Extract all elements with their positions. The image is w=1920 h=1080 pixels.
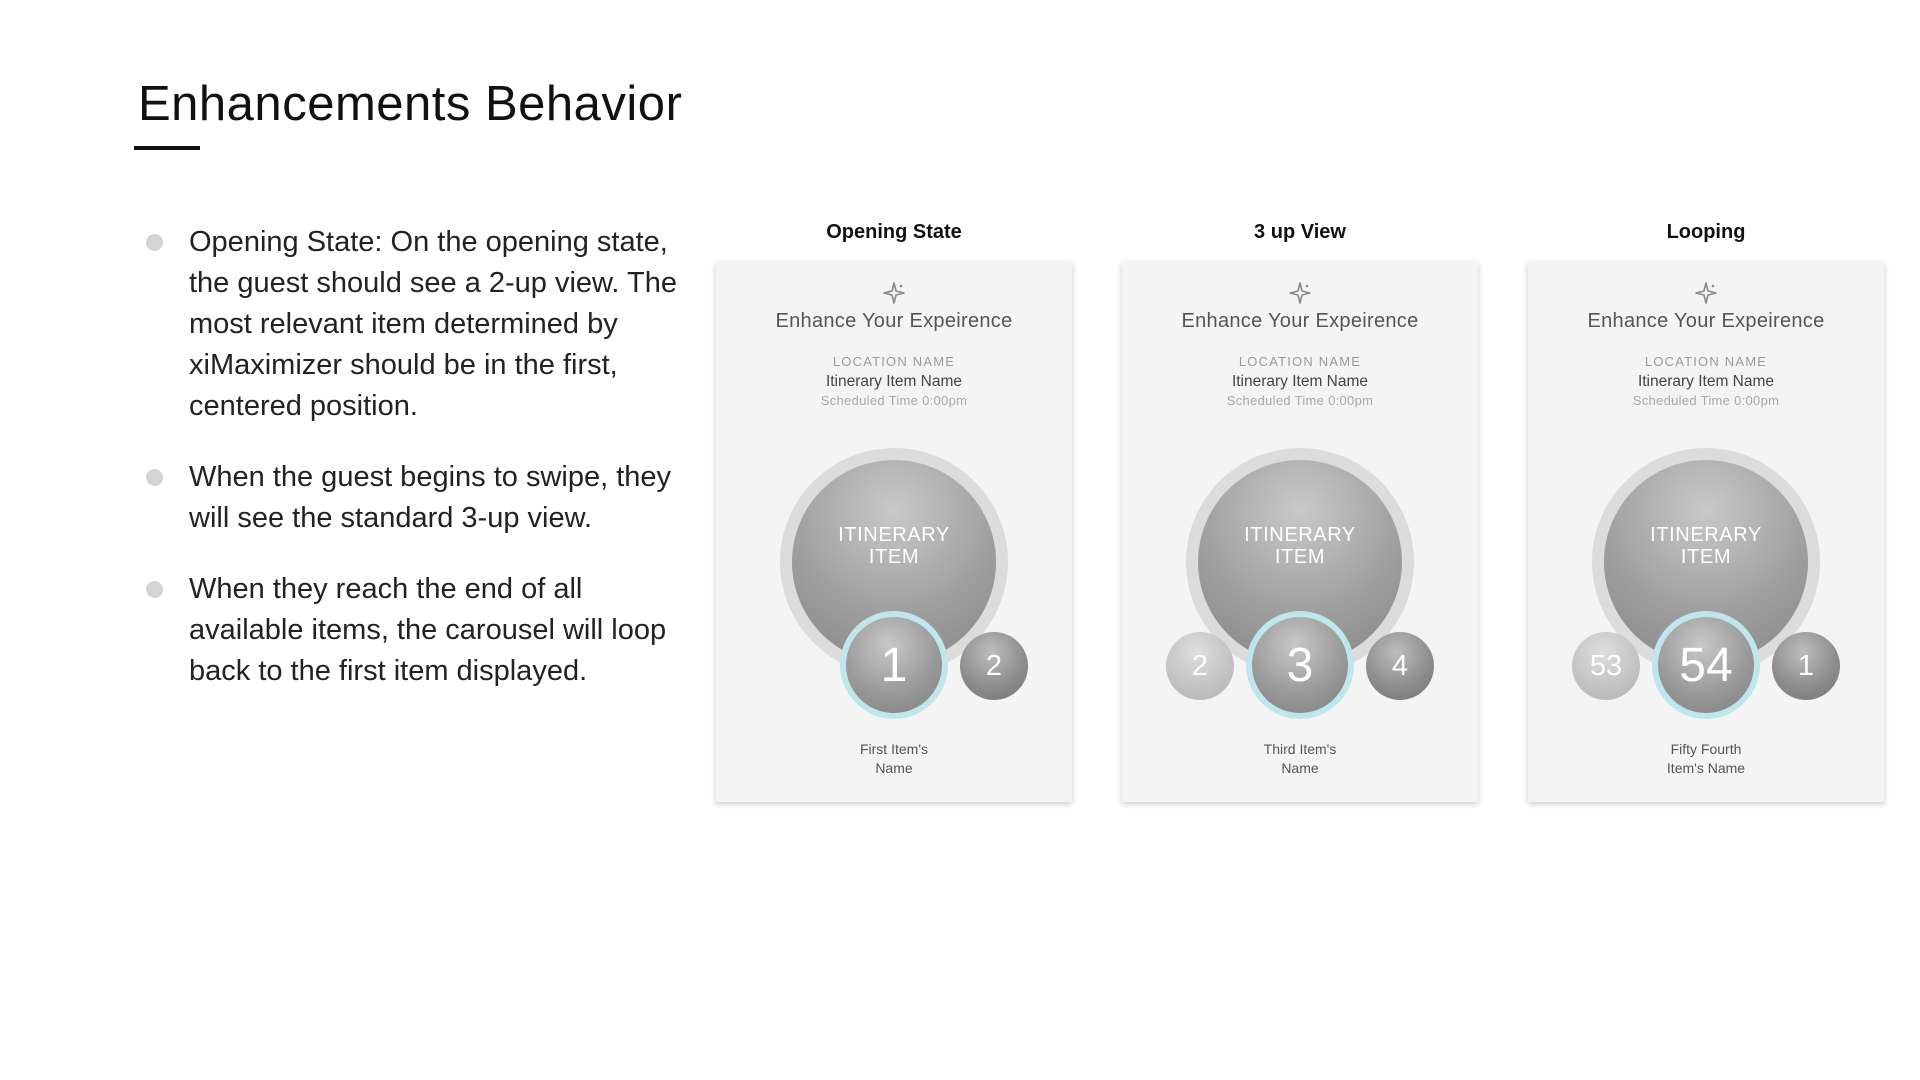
active-item-caption <box>1122 740 1478 778</box>
bullet-text: Opening State: On the opening state, the guest should see a 2-up view. The most relevant item determined by xiMaximizer should be in the first, centered position. <box>189 226 677 422</box>
bullet-list <box>142 222 682 722</box>
scheduled-time: Scheduled Time 0:00pm <box>1632 393 1780 408</box>
carousel-item-next[interactable]: 4 <box>1366 632 1434 700</box>
itinerary-item-label <box>716 524 1072 568</box>
active-item-caption <box>1528 740 1884 778</box>
enhance-card <box>716 262 1072 802</box>
sparkle-icon <box>1695 282 1717 304</box>
active-item-caption <box>716 740 1072 778</box>
location-name: LOCATION NAME <box>1644 354 1768 369</box>
bullet-text: When they reach the end of all available items, the carousel will loop back to the first item displayed. <box>189 573 667 687</box>
itinerary-item-label <box>1122 524 1478 568</box>
carousel-item-previous[interactable]: 2 <box>1166 632 1234 700</box>
panel-3-up-view <box>1122 220 1478 802</box>
bullet-dot <box>146 234 163 251</box>
enhance-card <box>1528 262 1884 802</box>
panel-label: Opening State <box>826 221 962 243</box>
caption-line2: Item's Name <box>1666 760 1746 776</box>
carousel-item-next[interactable]: 1 <box>1772 632 1840 700</box>
location-name: LOCATION NAME <box>1238 354 1362 369</box>
panel-label: Looping <box>1666 221 1746 243</box>
itinerary-label-line1: ITINERARY <box>838 524 950 546</box>
panel-label: 3 up View <box>1254 221 1346 243</box>
carousel-item-next[interactable]: 2 <box>960 632 1028 700</box>
carousel-item-active[interactable]: 54 <box>1652 611 1760 719</box>
panel-opening-state <box>716 220 1072 802</box>
itinerary-item-label <box>1528 524 1884 568</box>
scheduled-time: Scheduled Time 0:00pm <box>820 393 968 408</box>
location-name: LOCATION NAME <box>832 354 956 369</box>
carousel-item-active[interactable]: 1 <box>840 611 948 719</box>
itinerary-label-line1: ITINERARY <box>1650 524 1762 546</box>
caption-line1: Fifty Fourth <box>1670 741 1742 757</box>
bullet-dot <box>146 469 163 486</box>
caption-line2: Name <box>875 760 913 776</box>
bullet-text: When the guest begins to swipe, they will see the standard 3-up view. <box>189 461 672 534</box>
bullet-item <box>142 457 682 539</box>
itinerary-label-line2: ITEM <box>868 546 920 568</box>
carousel-item-previous[interactable]: 53 <box>1572 632 1640 700</box>
card-title: Enhance Your Expeirence <box>1587 310 1825 332</box>
panel-looping <box>1528 220 1884 802</box>
sparkle-icon <box>883 282 905 304</box>
itinerary-item-name: Itinerary Item Name <box>1231 373 1369 390</box>
bullet-item <box>142 569 682 692</box>
scheduled-time: Scheduled Time 0:00pm <box>1226 393 1374 408</box>
caption-line1: Third Item's <box>1263 741 1337 757</box>
itinerary-label-line2: ITEM <box>1274 546 1326 568</box>
card-title: Enhance Your Expeirence <box>1181 310 1419 332</box>
itinerary-label-line1: ITINERARY <box>1244 524 1356 546</box>
card-title: Enhance Your Expeirence <box>775 310 1013 332</box>
enhance-card <box>1122 262 1478 802</box>
title-underline <box>134 146 200 150</box>
itinerary-label-line2: ITEM <box>1680 546 1732 568</box>
caption-line2: Name <box>1281 760 1319 776</box>
itinerary-item-name: Itinerary Item Name <box>1637 373 1775 390</box>
page-title: Enhancements Behavior <box>138 77 683 131</box>
carousel-item-active[interactable]: 3 <box>1246 611 1354 719</box>
itinerary-item-name: Itinerary Item Name <box>825 373 963 390</box>
bullet-item <box>142 222 682 427</box>
caption-line1: First Item's <box>859 741 928 757</box>
bullet-dot <box>146 581 163 598</box>
sparkle-icon <box>1289 282 1311 304</box>
